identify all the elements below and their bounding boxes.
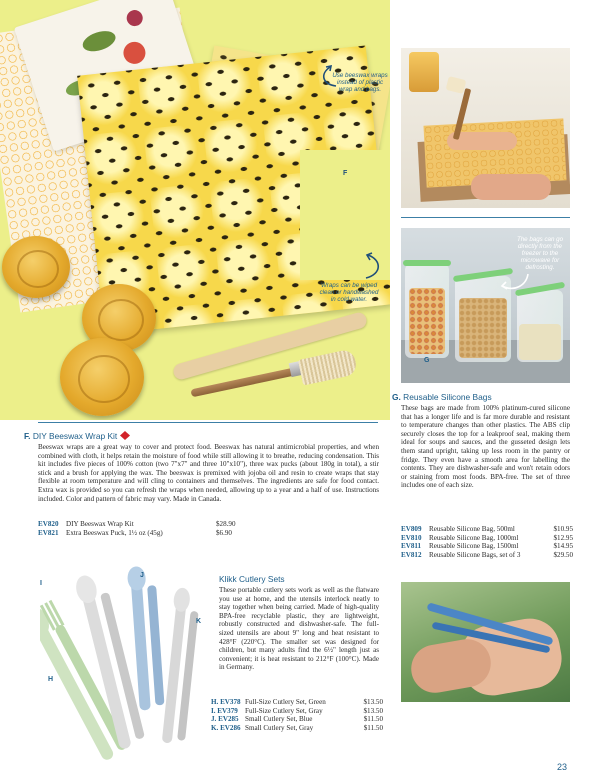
curved-arrow-icon xyxy=(318,64,340,90)
divider xyxy=(38,422,378,423)
diy-price-list xyxy=(38,520,278,537)
bag-note: The bags can go directly from the freezer to the microwave for defrosting. xyxy=(516,236,564,271)
price-row: EV812 Reusable Silicone Bags, set of 3 $29.50 xyxy=(401,550,573,559)
beeswax-wraps-photo xyxy=(0,0,390,420)
price-row: EV809 Reusable Silicone Bag, 500ml $10.95 xyxy=(401,525,573,533)
cutlery-price-list xyxy=(211,698,383,732)
bags-price-list xyxy=(401,525,573,559)
page-number: 23 xyxy=(557,762,568,772)
price-row: H. EV378 Full-Size Cutlery Set, Green $13.50 xyxy=(211,698,383,706)
price-row: I. EV379 Full-Size Cutlery Set, Gray $13.50 xyxy=(211,706,383,715)
photo-letter-i: I xyxy=(40,580,42,587)
price-row: K. EV286 Small Cutlery Set, Gray $11.50 xyxy=(211,723,383,732)
price-row: EV810 Reusable Silicone Bag, 1000ml $12.95 xyxy=(401,533,573,542)
wax-puck xyxy=(2,236,70,298)
diy-title: DIY Beeswax Wrap Kit xyxy=(32,431,118,441)
photo-letter-j: J xyxy=(140,572,144,579)
cutlery-heading xyxy=(219,574,379,584)
wrap-note-top: Use beeswax wraps instead of plastic wrap and bags. xyxy=(332,72,388,93)
photo-letter-g: G xyxy=(424,357,430,364)
brush-wax-photo xyxy=(401,48,570,208)
diy-description: Beeswax wraps are a great way to cover and protect food. Beeswax has natural antimicrobial properties, and when combined with cloth, it helps retain the moisture of food while still allowing it to breathe, reducing condensation. This kit includes five pieces of 100% cotton (two 7"x7" and three 10"x10"), three wax pucks (about 180g in total), a stir stick and a brush for applying the wax. The beeswax is premixed with jojoba oil and resin to create wraps that stay flexible at room temperature and will cling to containers and themselves. The ingredients are safe for food contact. Extra wax is provided so you can refresh the wraps when needed, allowing up to a year and a half of use. Instructions included. Color and pattern of fabric may vary. Made in Canada. xyxy=(38,443,379,503)
wax-puck xyxy=(60,338,144,416)
cutlery-photo xyxy=(40,565,215,760)
bags-description: These bags are made from 100% platinum-cured silicone that has a longer life and is far more durable and resistant to temperature changes than other plastics. The ABS clip securely closes the top for a leakproof seal, making them ideal for soups and sauces, and the gusseted design lets them stand upright, taking up less room in the pantry or fridge. They even have a smooth area for labelling the contents. They are dishwasher-safe and won't retain odors or staining from most foods. BPA-free. The set of three includes one of each size. xyxy=(401,404,570,490)
diy-heading xyxy=(24,431,224,441)
bags-heading xyxy=(392,392,570,402)
photo-letter-h: H xyxy=(48,676,54,683)
bags-title: Reusable Silicone Bags xyxy=(403,392,492,402)
new-tag-icon xyxy=(120,431,130,440)
photo-letter-k: K xyxy=(196,618,202,625)
curved-arrow-icon xyxy=(498,270,534,294)
cutlery-title: Klikk Cutlery Sets xyxy=(219,574,285,584)
price-row: EV821 Extra Beeswax Puck, 1½ oz (45g) $6.90 xyxy=(38,528,232,537)
cutlery-hands-photo xyxy=(401,582,570,702)
cutlery-description: These portable cutlery sets work as well as the flatware you use at home, and the utensils interlock neatly to stay together when being carried. Made of high-quality BPA-free recyclable plastic, they are lightweight, robustly constructed and dishwasher-safe. The full-sized utensils are about 9" long and heat resistant to 428°F (220°C). The smaller set was designed for children, but many adults find the 6½" length just as convenient; it is heat resistant to 212°F (100°C). Made in Germany. xyxy=(219,586,379,672)
photo-letter-f: F xyxy=(343,170,348,177)
bags-letter: G. xyxy=(392,392,401,402)
divider xyxy=(401,217,570,218)
price-row: EV820 DIY Beeswax Wrap Kit $28.90 xyxy=(38,520,236,528)
price-row: J. EV285 Small Cutlery Set, Blue $11.50 xyxy=(211,715,383,724)
diy-letter: F. xyxy=(24,431,31,441)
price-row: EV811 Reusable Silicone Bag, 1500ml $14.95 xyxy=(401,542,573,551)
wrap-note-bottom: Wraps can be wiped clean or handwashed in cold water. xyxy=(319,282,379,303)
brush-head xyxy=(298,348,358,385)
curved-arrow-icon xyxy=(360,252,386,280)
